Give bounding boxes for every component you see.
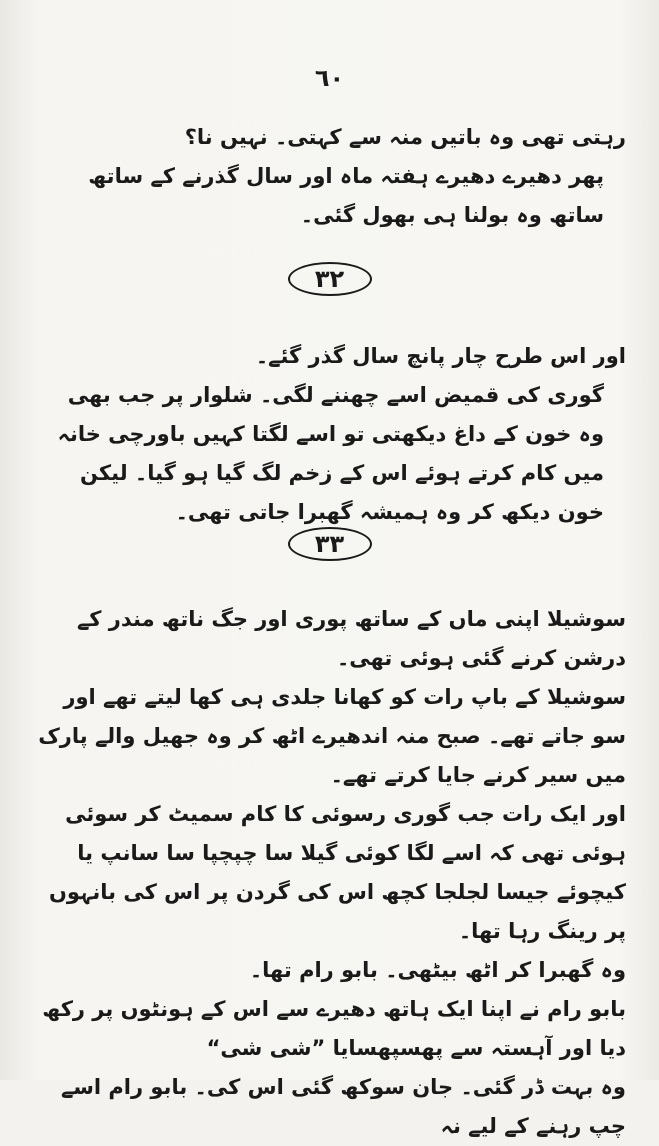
paragraph: گوری کی قمیض اسے چھننے لگی۔ شلوار پر جب بھی وہ خون کے داغ دیکھتی تو اسے لگتا کہیں باورچی خانہ میں کام کرتے ہوئے اس کے زخم لگ گیا ہو گیا۔ لیکن خون دیکھ کر وہ ہمیشہ گھبرا جاتی تھی۔ bbox=[57, 383, 604, 524]
paragraph: وہ گھبرا کر اٹھ بیٹھی۔ بابو رام تھا۔ bbox=[249, 958, 626, 982]
paragraph: رہتی تھی وہ باتیں منہ سے کہتی۔ نہیں نا؟ bbox=[184, 125, 626, 149]
paragraph: سوشیلا کے باپ رات کو کھانا جلدی ہی کھا لیتے تھے اور سو جاتے تھے۔ صبح منہ اندھیرے اٹھ کر وہ جھیل والے پارک میں سیر کرنے جایا کرتے تھے۔ bbox=[38, 685, 626, 787]
paragraph: اور اس طرح چار پانچ سال گذر گئے۔ bbox=[255, 344, 626, 368]
chapter-number: ۳۳ bbox=[288, 527, 372, 561]
paragraph: پھر دھیرے دھیرے ہفتہ ماہ اور سال گذرنے کے ساتھ ساتھ وہ بولنا ہی بھول گئی۔ bbox=[88, 164, 604, 227]
chapter-number: ۳۲ bbox=[288, 262, 372, 296]
section-33-text bbox=[38, 600, 626, 1146]
paragraph: اور ایک رات جب گوری رسوئی کا کام سمیٹ کر سوئی ہوئی تھی کہ اسے لگا کوئی گیلا سا چپچپا سا سانپ یا کیچوئے جیسا لجلجا کچھ اس کی گردن پر اس کی بانہوں پر رینگ رہا تھا۔ bbox=[48, 802, 626, 943]
chapter-heading-32 bbox=[0, 262, 659, 296]
page-number: ٦٠ bbox=[314, 64, 345, 92]
paragraph: سوشیلا اپنی ماں کے ساتھ پوری اور جگ ناتھ مندر کے درشن کرنے گئی ہوئی تھی۔ bbox=[76, 607, 626, 670]
paragraph: بابو رام نے اپنا ایک ہاتھ دھیرے سے اس کے ہونٹوں پر رکھ دیا اور آہستہ سے پھسپھسایا ”شی شی“ bbox=[42, 997, 626, 1060]
paragraph: وہ بہت ڈر گئی۔ جان سوکھ گئی اس کی۔ بابو رام اسے چپ رہنے کے لیے نہ bbox=[60, 1075, 626, 1138]
top-text-block bbox=[38, 118, 626, 235]
chapter-heading-33 bbox=[0, 527, 659, 561]
section-32-text bbox=[38, 337, 626, 532]
